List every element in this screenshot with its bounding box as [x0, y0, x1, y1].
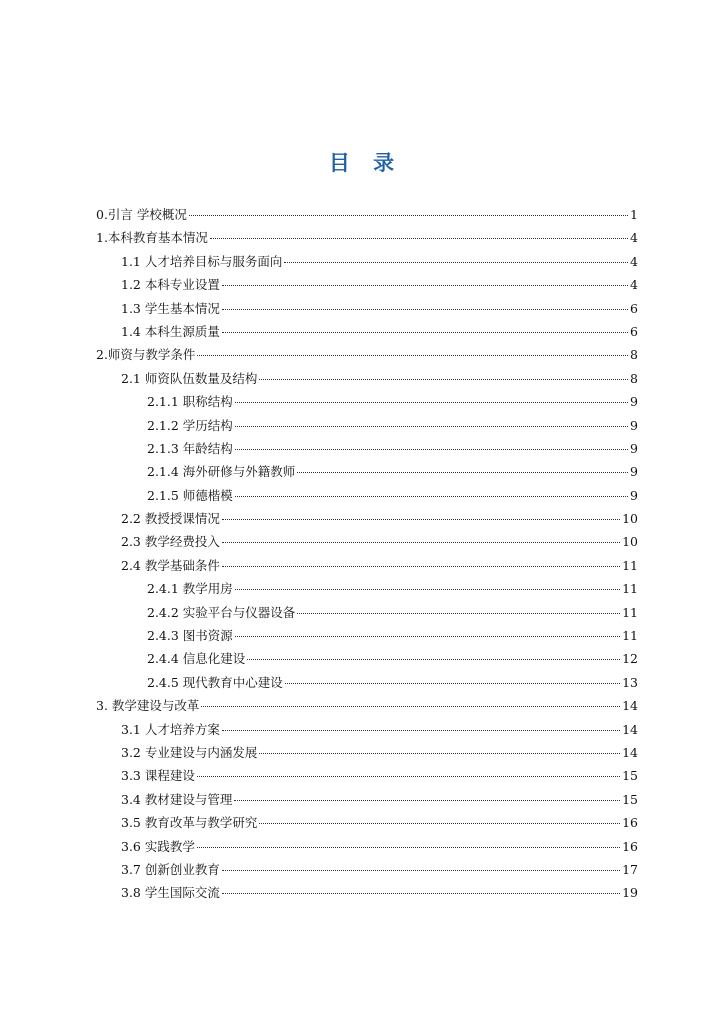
toc-entry[interactable]: [96, 297, 638, 320]
toc-entry-label: 3.4 教材建设与管理: [121, 791, 233, 807]
dot-leader: [222, 730, 620, 731]
dot-leader: [259, 379, 628, 380]
toc-entry-page-number: 12: [622, 651, 638, 667]
toc-entry-label: 3. 教学建设与改革: [96, 698, 200, 714]
toc-entry[interactable]: [96, 320, 638, 343]
toc-entry-page-number: 14: [622, 698, 638, 714]
toc-entry-page-number: 1: [630, 207, 638, 222]
toc-entry-page-number: 15: [622, 791, 638, 807]
toc-entry-label: 2.1.4 海外研修与外籍教师: [147, 464, 296, 480]
toc-entry-page-number: 9: [630, 487, 638, 503]
toc-entry[interactable]: [96, 647, 638, 670]
toc-entry-page-number: 13: [622, 674, 638, 690]
toc-entry-label: 2.1.5 师德楷模: [147, 487, 233, 503]
toc-entry-label: 0.引言 学校概况: [96, 207, 187, 222]
toc-entry-label: 1.3 学生基本情况: [121, 300, 220, 316]
page-title: 目 录: [328, 151, 396, 175]
toc-entry-label: 2.4.3 图书资源: [147, 628, 233, 644]
toc-entry-page-number: 8: [630, 370, 638, 386]
toc-entry[interactable]: [96, 718, 638, 741]
dot-leader: [189, 215, 628, 216]
toc-entry[interactable]: [96, 530, 638, 553]
toc-entry-page-number: 11: [622, 604, 638, 620]
toc-entry-page-number: 16: [622, 838, 638, 854]
toc-entry-page-number: 6: [630, 300, 638, 316]
toc-entry-page-number: 9: [630, 394, 638, 410]
dot-leader: [235, 589, 620, 590]
toc-entry-page-number: 9: [630, 464, 638, 480]
toc-entry-page-number: 16: [622, 815, 638, 831]
toc-entry-page-number: 4: [630, 277, 638, 293]
toc-entry-label: 1.本科教育基本情况: [96, 230, 208, 246]
toc-entry[interactable]: [96, 624, 638, 647]
toc-entry-label: 3.7 创新创业教育: [121, 861, 220, 877]
dot-leader: [222, 519, 620, 520]
toc-entry-label: 2.4.4 信息化建设: [147, 651, 246, 667]
toc-entry-label: 2.1.1 职称结构: [147, 394, 233, 410]
toc-entry-label: 2.4.5 现代教育中心建设: [147, 674, 283, 690]
toc-entry-page-number: 9: [630, 440, 638, 456]
toc-entry-page-number: 9: [630, 417, 638, 433]
table-of-contents: [96, 203, 638, 905]
toc-entry[interactable]: [96, 250, 638, 273]
dot-leader: [259, 823, 620, 824]
toc-entry-page-number: 14: [622, 721, 638, 737]
dot-leader: [222, 870, 620, 871]
toc-entry-label: 2.1.3 年龄结构: [147, 440, 233, 456]
dot-leader: [197, 355, 628, 356]
toc-entry-page-number: 11: [622, 628, 638, 644]
toc-entry[interactable]: [96, 507, 638, 530]
toc-entry[interactable]: [96, 788, 638, 811]
toc-entry[interactable]: [96, 671, 638, 694]
dot-leader: [284, 262, 628, 263]
toc-entry[interactable]: [96, 764, 638, 787]
dot-leader: [197, 776, 620, 777]
toc-entry-page-number: 11: [622, 581, 638, 597]
toc-entry[interactable]: [96, 694, 638, 717]
dot-leader: [222, 893, 620, 894]
toc-entry-label: 2.师资与教学条件: [96, 347, 196, 363]
toc-entry-label: 3.6 实践教学: [121, 838, 195, 854]
toc-entry-page-number: 10: [622, 511, 638, 527]
toc-entry-label: 1.4 本科生源质量: [121, 323, 220, 339]
toc-entry[interactable]: [96, 577, 638, 600]
toc-entry[interactable]: [96, 858, 638, 881]
toc-entry-label: 1.1 人才培养目标与服务面向: [121, 253, 283, 269]
toc-entry-label: 1.2 本科专业设置: [121, 277, 220, 293]
toc-entry[interactable]: [96, 554, 638, 577]
dot-leader: [259, 753, 620, 754]
toc-entry-page-number: 19: [622, 885, 638, 901]
dot-leader: [197, 847, 620, 848]
dot-leader: [222, 285, 628, 286]
dot-leader: [235, 636, 620, 637]
toc-entry-page-number: 10: [622, 534, 638, 550]
toc-entry[interactable]: [96, 460, 638, 483]
dot-leader: [222, 566, 620, 567]
dot-leader: [235, 426, 628, 427]
toc-entry-label: 2.2 教授授课情况: [121, 511, 220, 527]
toc-entry-label: 3.5 教育改革与教学研究: [121, 815, 258, 831]
toc-entry[interactable]: [96, 390, 638, 413]
dot-leader: [285, 683, 620, 684]
dot-leader: [222, 332, 628, 333]
dot-leader: [247, 659, 620, 660]
toc-entry[interactable]: [96, 601, 638, 624]
dot-leader: [234, 800, 620, 801]
dot-leader: [222, 542, 620, 543]
toc-entry-page-number: 6: [630, 323, 638, 339]
toc-entry-page-number: 14: [622, 744, 638, 760]
toc-entry[interactable]: [96, 343, 638, 366]
dot-leader: [297, 613, 620, 614]
toc-entry[interactable]: [96, 811, 638, 834]
toc-entry-label: 3.8 学生国际交流: [121, 885, 220, 901]
dot-leader: [235, 496, 628, 497]
toc-entry-label: 2.1.2 学历结构: [147, 417, 233, 433]
dot-leader: [235, 449, 628, 450]
toc-entry-page-number: 11: [622, 557, 638, 573]
toc-entry-label: 2.3 教学经费投入: [121, 534, 220, 550]
toc-entry-page-number: 4: [630, 253, 638, 269]
toc-entry-label: 3.2 专业建设与内涵发展: [121, 744, 258, 760]
toc-entry-label: 2.4 教学基础条件: [121, 557, 220, 573]
toc-entry[interactable]: [96, 835, 638, 858]
toc-entry-page-number: 17: [622, 861, 638, 877]
toc-entry-label: 3.3 课程建设: [121, 768, 195, 784]
toc-entry[interactable]: [96, 437, 638, 460]
dot-leader: [297, 472, 628, 473]
toc-entry[interactable]: [96, 203, 638, 226]
toc-entry[interactable]: [96, 367, 638, 390]
toc-entry-label: 2.1 师资队伍数量及结构: [121, 370, 258, 386]
toc-entry-label: 2.4.1 教学用房: [147, 581, 233, 597]
dot-leader: [201, 706, 620, 707]
toc-entry-page-number: 8: [630, 347, 638, 363]
toc-entry-label: 3.1 人才培养方案: [121, 721, 220, 737]
dot-leader: [210, 238, 628, 239]
toc-entry-page-number: 15: [622, 768, 638, 784]
toc-entry[interactable]: [96, 881, 638, 904]
toc-entry[interactable]: [96, 414, 638, 437]
toc-entry-page-number: 4: [630, 230, 638, 246]
dot-leader: [235, 402, 628, 403]
toc-entry-label: 2.4.2 实验平台与仪器设备: [147, 604, 296, 620]
dot-leader: [222, 309, 628, 310]
toc-entry[interactable]: [96, 226, 638, 249]
toc-entry[interactable]: [96, 273, 638, 296]
toc-entry[interactable]: [96, 484, 638, 507]
toc-entry[interactable]: [96, 741, 638, 764]
